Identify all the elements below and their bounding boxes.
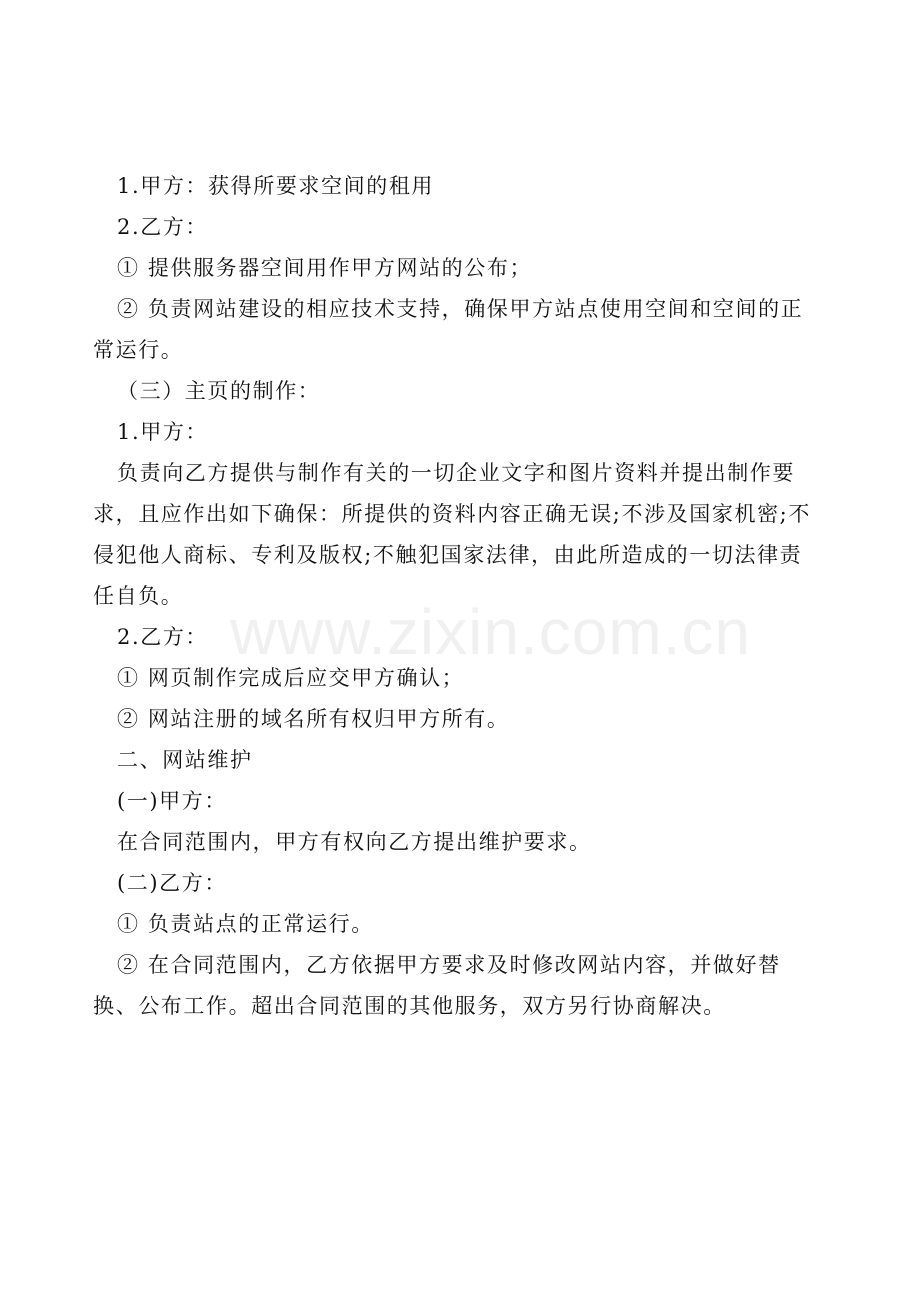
paragraph-site-operation: ① 负责站点的正常运行。 xyxy=(117,912,374,936)
paragraph-tech-support: ② 负责网站建设的相应技术支持，确保甲方站点使用空间和空间的正常运行。 xyxy=(93,297,804,362)
document-body xyxy=(93,166,824,1027)
paragraph-party-a-heading-3: (一)甲方： xyxy=(117,789,227,813)
paragraph-confirm-webpage: ① 网页制作完成后应交甲方确认； xyxy=(117,666,465,690)
paragraph-content-modification: ② 在合同范围内，乙方依据甲方要求及时修改网站内容，并做好替换、公布工作。超出合同范围的其他服务，双方另行协商解决。 xyxy=(93,953,781,1018)
section-heading-homepage: （三）主页的制作： xyxy=(117,379,321,403)
paragraph-party-b-heading: 2.乙方： xyxy=(117,215,209,239)
paragraph-domain-ownership: ② 网站注册的域名所有权归甲方所有。 xyxy=(117,707,510,731)
paragraph-party-b-heading-3: (二)乙方： xyxy=(117,871,227,895)
paragraph-maintenance-request: 在合同范围内，甲方有权向乙方提出维护要求。 xyxy=(117,830,592,854)
paragraph-party-a-heading: 1.甲方： xyxy=(117,420,209,444)
paragraph-materials-responsibility: 负责向乙方提供与制作有关的一切企业文字和图片资料并提出制作要求，且应作出如下确保：所提供的资料内容正确无误;不涉及国家机密;不侵犯他人商标、专利及版权;不触犯国家法律，由此所造成的一切法律责任自负。 xyxy=(93,461,811,608)
section-heading-maintenance: 二、网站维护 xyxy=(117,748,253,772)
paragraph-party-a-rent: 1.甲方：获得所要求空间的租用 xyxy=(117,174,435,198)
paragraph-party-b-heading-2: 2.乙方： xyxy=(117,625,209,649)
paragraph-server-space: ① 提供服务器空间用作甲方网站的公布； xyxy=(117,256,533,280)
watermark: www.zixin.com.cn xyxy=(230,596,751,668)
